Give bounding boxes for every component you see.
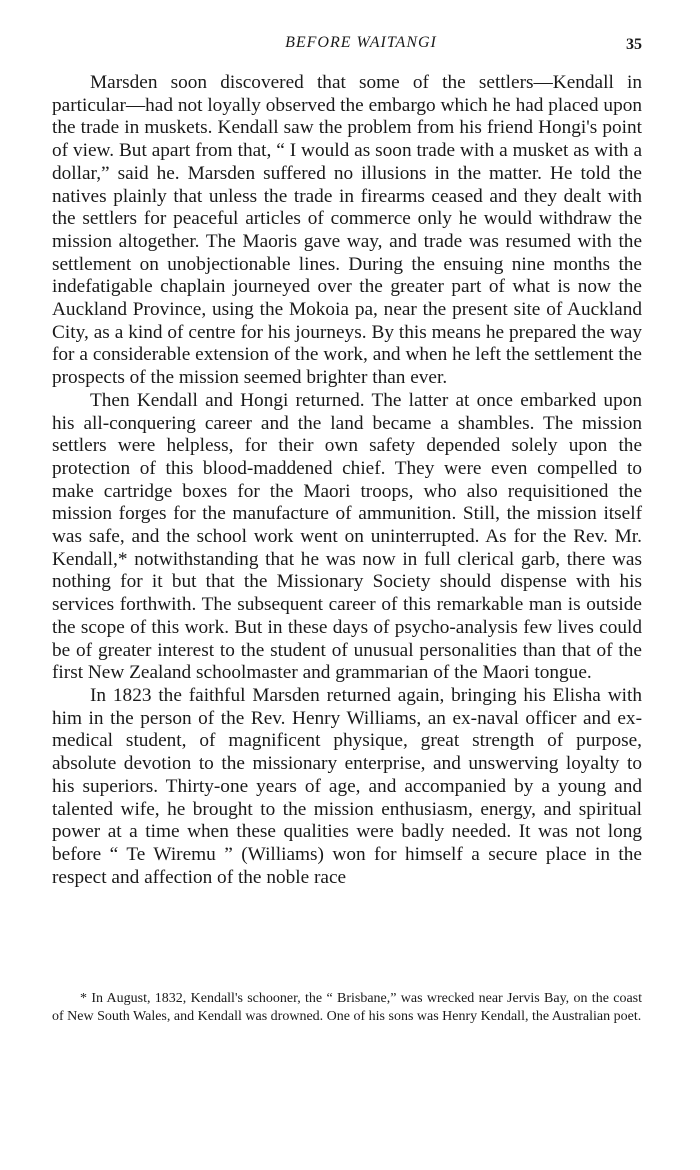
body-text: [52, 72, 642, 889]
running-head: BEFORE WAITANGI: [285, 34, 437, 51]
paragraph-1: Marsden soon discovered that some of the settlers—Kendall in particular—had not loyally observed the embargo which he had placed upon the trade in muskets. Kendall saw the problem from his friend Hongi's point of view. But apart from that, “ I would as soon trade with a musket as with a dollar,” said he. Marsden suffered no illusions in the matter. He told the natives plainly that unless the trade in firearms ceased and they dealt with the settlers for peaceful articles of commerce only he would withdraw the mission altogether. The Maoris gave way, and trade was resumed with the settlement on unobjectionable lines. During the ensuing nine months the indefatigable chaplain journeyed over the greater part of what is now the Auckland Province, using the Mokoia pa, near the present site of Auckland City, as a kind of centre for his journeys. By this means he prepared the way for a considerable extension of the work, and when he left the settlement the prospects of the mission seemed brighter than ever.: [52, 72, 642, 389]
paragraph-2: Then Kendall and Hongi returned. The latter at once embarked upon his all-conquering career and the land became a shambles. The mission settlers were helpless, for their own safety depended solely upon the protection of this blood-maddened chief. They were even compelled to make cartridge boxes for the Maori troops, who also requisitioned the mission forges for the manufacture of ammunition. Still, the mission itself was safe, and the school work went on uninterrupted. As for the Rev. Mr. Kendall,* notwithstanding that he was now in full clerical garb, there was nothing for it but that the Missionary Society should dispense with his services forthwith. The subsequent career of this remarkable man is outside the scope of this work. But in these days of psycho-analysis few lives could be of greater interest to the student of unusual personalities than that of the first New Zealand schoolmaster and grammarian of the Maori tongue.: [52, 389, 642, 684]
page-header: [80, 34, 642, 60]
footnote: [52, 990, 642, 1026]
page-number: 35: [626, 36, 642, 53]
footnote-text: * In August, 1832, Kendall's schooner, the “ Brisbane,” was wrecked near Jervis Bay, on the coast of New South Wales, and Kendall was drowned. One of his sons was Henry Kendall, the Australian poet.: [52, 991, 642, 1024]
paragraph-3: In 1823 the faithful Marsden returned again, bringing his Elisha with him in the person of the Rev. Henry Williams, an ex-naval officer and ex-medical student, of magnificent physique, great strength of purpose, absolute devotion to the missionary enterprise, and unswerving loyalty to his superiors. Thirty-one years of age, and accompanied by a young and talented wife, he brought to the mission enthusiasm, energy, and spiritual power at a time when these qualities were badly needed. It was not long before “ Te Wiremu ” (Williams) won for himself a secure place in the respect and affection of the noble race: [52, 684, 642, 888]
